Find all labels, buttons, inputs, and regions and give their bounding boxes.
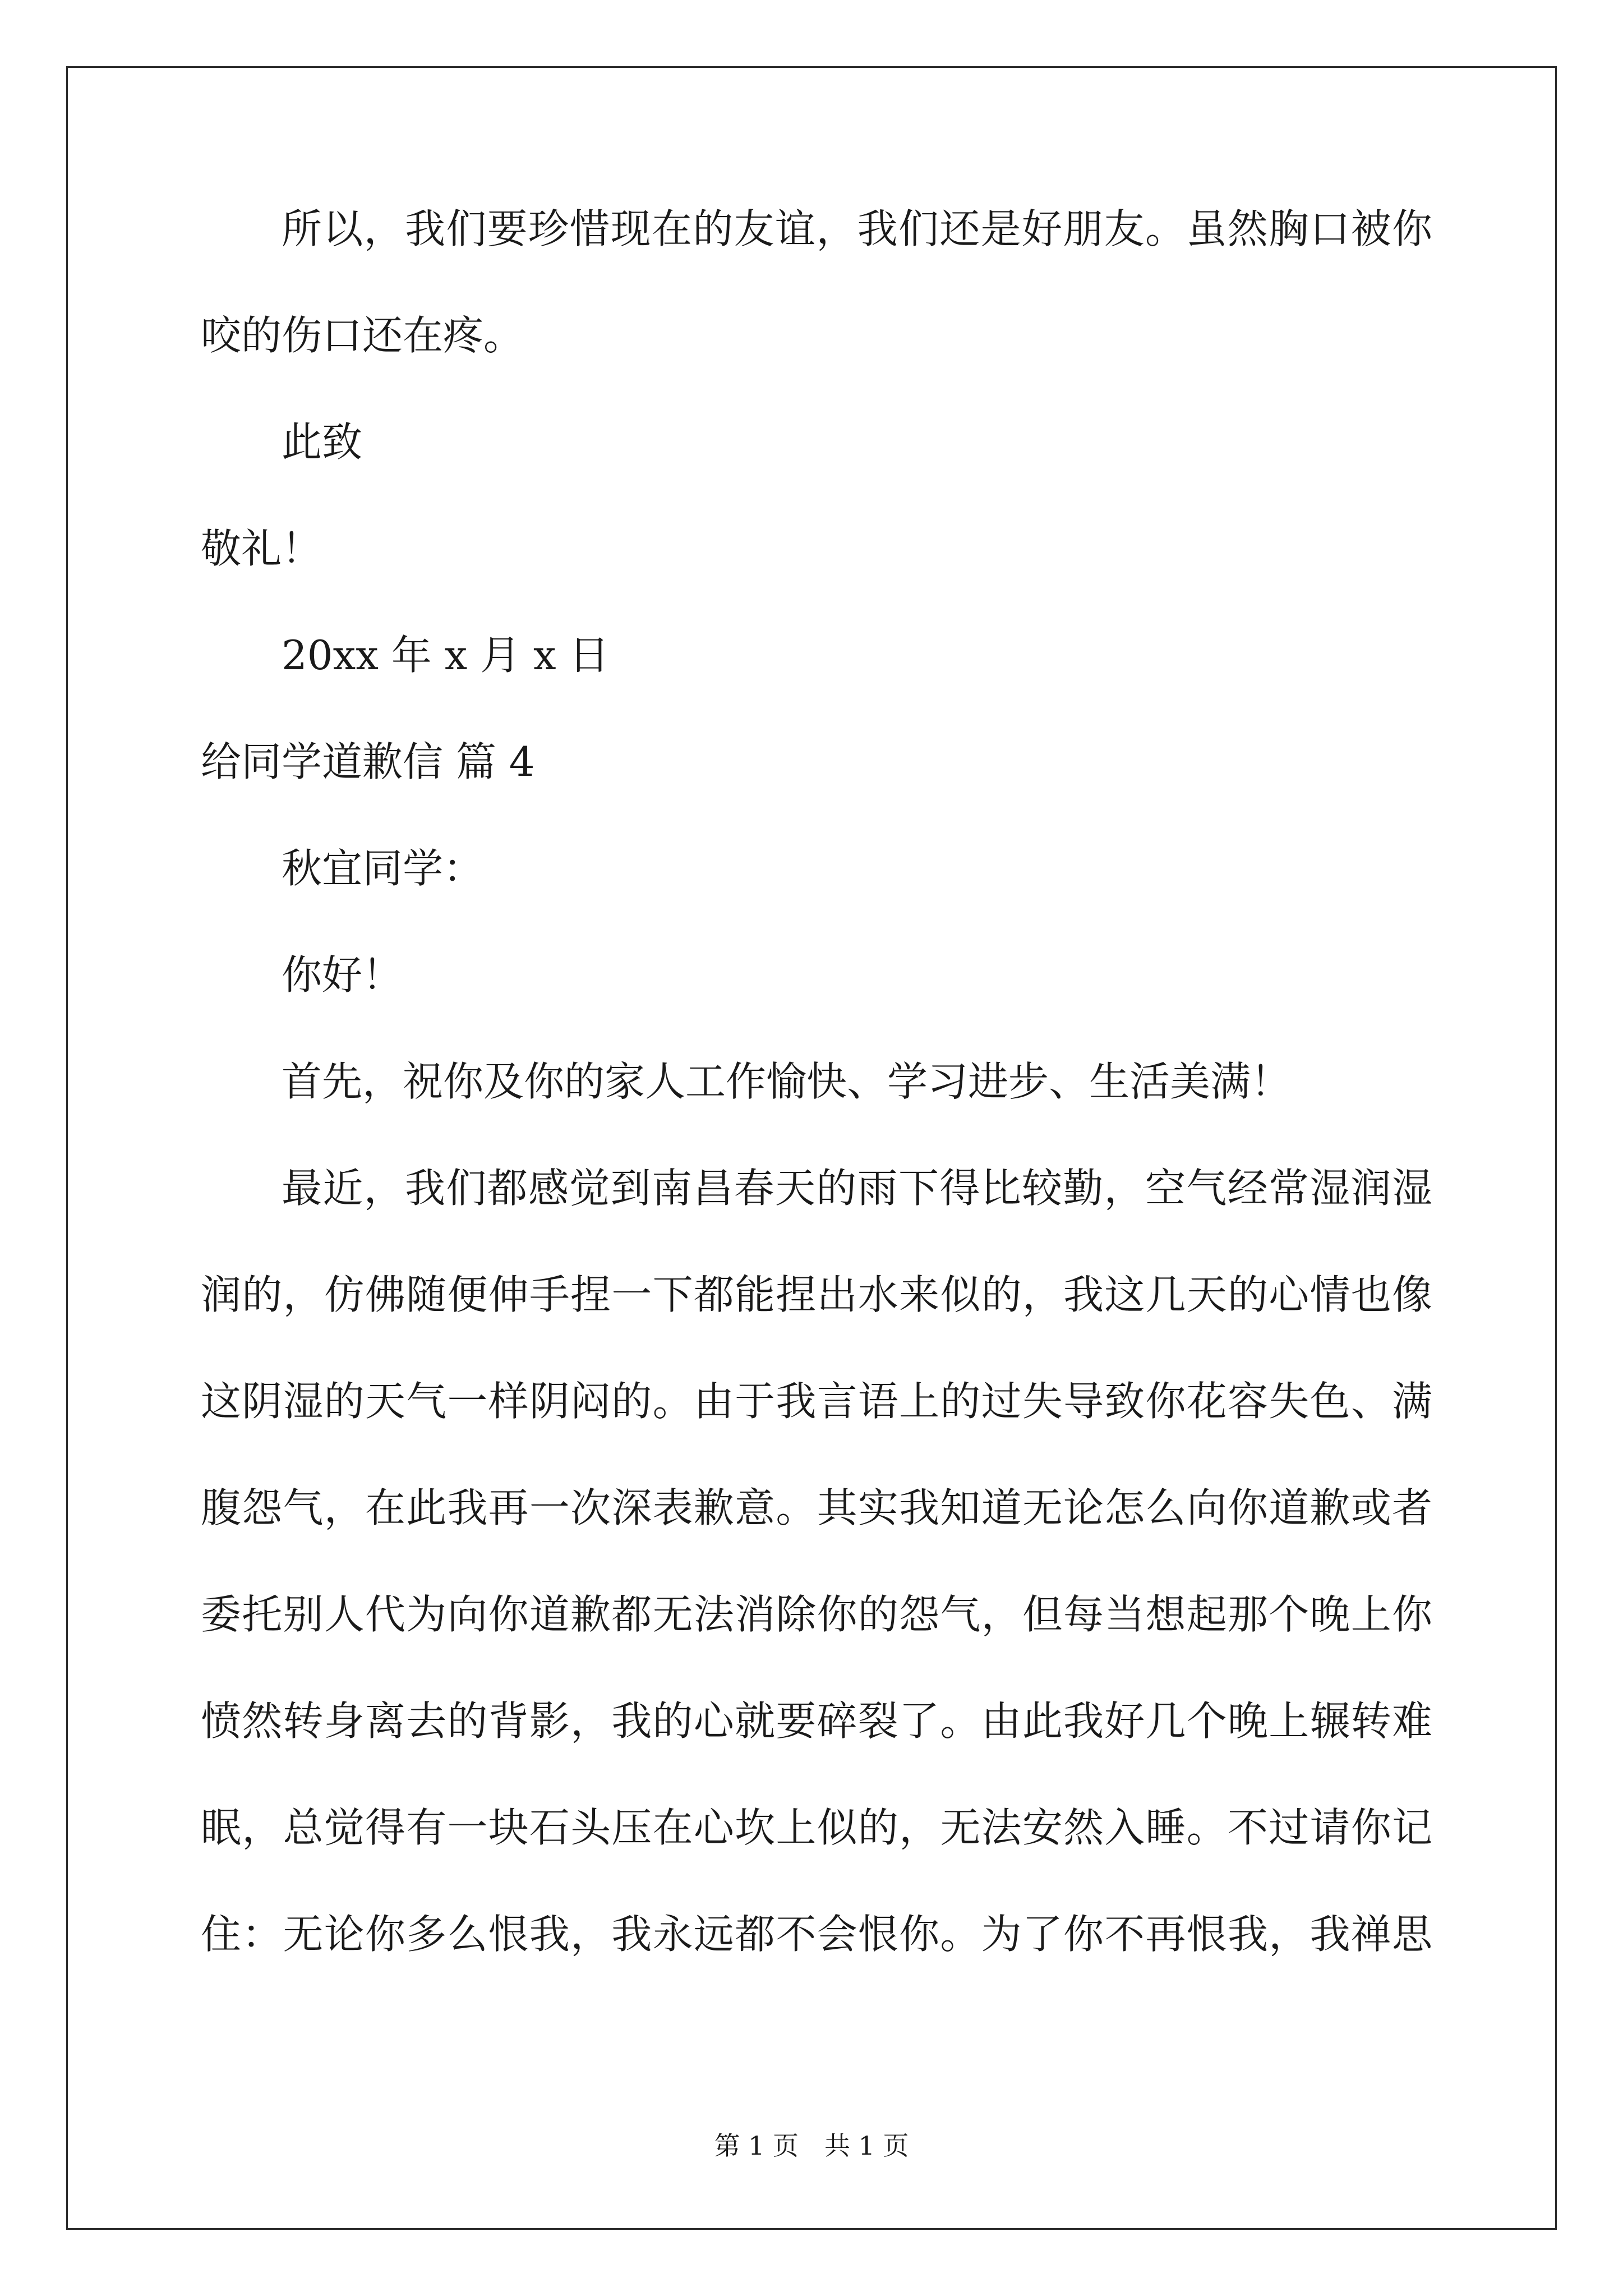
text-line: 眠，总觉得有一块石头压在心坎上似的，无法安然入睡。不过请你记 — [201, 1804, 1432, 1851]
text-line: 最近，我们都感觉到南昌春天的雨下得比较勤，空气经常湿润湿 — [282, 1165, 1432, 1212]
text-line: 咬的伤口还在疼。 — [201, 312, 524, 359]
closing-regards: 敬礼！ — [201, 525, 322, 572]
text-line: 这阴湿的天气一样阴闷的。由于我言语上的过失导致你花容失色、满 — [201, 1378, 1432, 1425]
text-line: 委托别人代为向你道歉都无法消除你的怨气，但每当想起那个晚上你 — [201, 1591, 1432, 1638]
greeting: 你好！ — [282, 951, 403, 999]
text-line: 住：无论你多么恨我，我永远都不会恨你。为了你不再恨我，我禅思 — [201, 1911, 1432, 1958]
text-line: 腹怨气，在此我再一次深表歉意。其实我知道无论怎么向你道歉或者 — [201, 1484, 1432, 1531]
letter-recipient: 秋宜同学： — [282, 845, 484, 892]
text-line: 愤然转身离去的背影，我的心就要碎裂了。由此我好几个晚上辗转难 — [201, 1697, 1432, 1745]
text-line: 首先，祝你及你的家人工作愉快、学习进步、生活美满！ — [282, 1058, 1292, 1105]
text-line: 所以，我们要珍惜现在的友谊，我们还是好朋友。虽然胸口被你 — [282, 205, 1432, 252]
text-line: 润的，仿佛随便伸手捏一下都能捏出水来似的，我这几天的心情也像 — [201, 1271, 1432, 1318]
page-footer: 第 1 页 共 1 页 — [714, 2131, 909, 2161]
closing-salutation: 此致 — [282, 418, 363, 466]
section-title: 给同学道歉信 篇 4 — [201, 738, 535, 785]
date-line: 20xx 年 x 月 x 日 — [282, 632, 610, 679]
page-border — [66, 66, 1557, 2230]
